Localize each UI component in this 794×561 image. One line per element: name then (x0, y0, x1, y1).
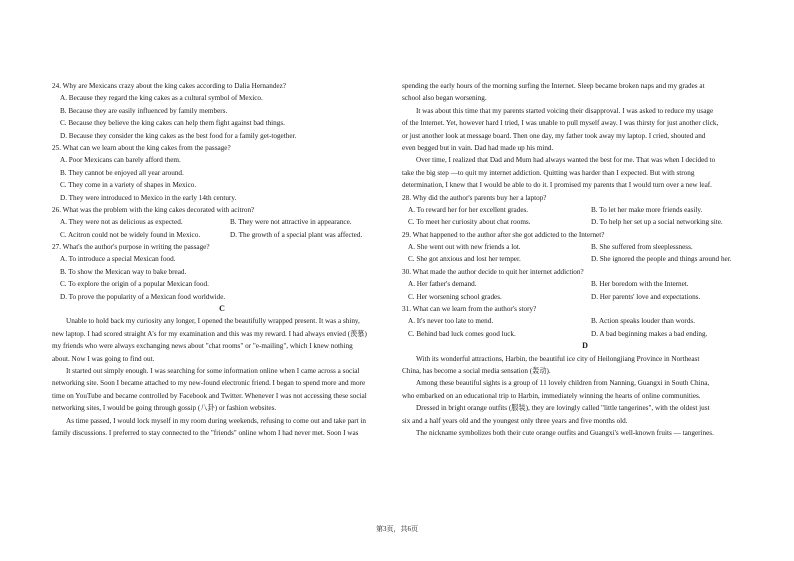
question-27-option-b: B. To show the Mexican way to bake bread. (60, 267, 187, 276)
question-24-option-a: A. Because they regard the king cakes as a cultural symbol of Mexico. (60, 94, 263, 103)
question-25-stem: 25. What can we learn about the king cakes from the passage? (52, 143, 231, 152)
passage-d-line: six and a half years old and the youngest only three years and five months old. (402, 416, 628, 425)
passage-c-line: new laptop. I had scored straight A's for my examination and this was my reward. I had always envied (羡慕) (52, 329, 367, 338)
question-29-option-c: C. She got anxious and lost her temper. (408, 255, 521, 264)
question-28-option-b: B. To let her make more friends easily. (591, 205, 703, 214)
question-30-options-row-2 (402, 291, 768, 303)
passage-c-line: networking sites, I would be going through gossip (八卦) or fashion websites. (52, 404, 277, 413)
question-29-option-b: B. She suffered from sleeplessness. (591, 243, 693, 252)
question-25-option-c: C. They come in a variety of shapes in Mexico. (60, 181, 197, 190)
question-26-options-row-1 (52, 216, 392, 228)
question-28-stem: 28. Why did the author's parents buy her a laptop? (402, 193, 547, 202)
question-31-options-row-1 (402, 315, 768, 327)
question-27-option-d: D. To prove the popularity of a Mexican food worldwide. (60, 292, 226, 301)
question-30-stem: 30. What made the author decide to quit her internet addiction? (402, 267, 584, 276)
question-25-option-a: A. Poor Mexicans can barely afford them. (60, 156, 181, 165)
question-24-stem: 24. Why are Mexicans crazy about the king cakes according to Dalia Hernandez? (52, 82, 286, 90)
passage-c-line: Unable to hold back my curiosity any longer, I opened the beautifully wrapped present. It was a shiny, (66, 317, 360, 326)
question-28-option-a: A. To reward her for her excellent grades. (408, 205, 529, 214)
passage-c-line: spending the early hours of the morning surfing the Internet. Sleep became broken naps and my grades at (402, 82, 705, 90)
question-30-option-b: B. Her boredom with the Internet. (591, 280, 689, 289)
passage-c-line: even begged but in vain. Dad had made up his mind. (402, 143, 554, 152)
passage-c-line: family discussions. I preferred to stay connected to the "friends" online whom I had never met. Soon I was (52, 428, 359, 437)
passage-d-line: Dressed in bright orange outfits (服装), they are lovingly called "little tangerines", with the oldest just (416, 404, 710, 413)
passage-c-line: It started out simply enough. I was searching for some information online when I came across a social (66, 366, 360, 375)
left-column (52, 80, 392, 439)
question-30-option-a: A. Her father's demand. (408, 280, 477, 289)
question-31-option-d: D. A bad beginning makes a bad ending. (591, 329, 708, 338)
question-25-option-b: B. They cannot be enjoyed all year around. (60, 168, 184, 177)
question-27-stem: 27. What's the author's purpose in writing the passage? (52, 243, 210, 252)
question-27-option-a: A. To introduce a special Mexican food. (60, 255, 176, 264)
passage-c-line: about. Now I was going to find out. (52, 354, 155, 363)
question-29-option-a: A. She went out with new friends a lot. (408, 243, 521, 252)
question-30-options-row-1 (402, 278, 768, 290)
passage-c-line: school also began worsening. (402, 94, 487, 103)
question-30-option-d: D. Her parents' love and expectations. (591, 292, 701, 301)
section-d-heading: D (582, 341, 588, 351)
passage-c-line: time on YouTube and became controlled by Facebook and Twitter. Whenever I was not accessing these social (52, 391, 367, 400)
question-31-option-c: C. Behind bad luck comes good luck. (408, 329, 516, 338)
question-26-option-a: A. They were not as delicious as expected. (60, 218, 183, 227)
passage-c-line: networking site. Soon I became attached to my new-found electronic friend. I began to spend more and more (52, 379, 366, 388)
question-31-option-a: A. It's never too late to mend. (408, 317, 494, 326)
question-26-stem: 26. What was the problem with the king cakes decorated with acitron? (52, 205, 255, 214)
question-28-option-d: D. To help her set up a social networking site. (591, 218, 723, 227)
passage-c-line: or just another look at message board. Then one day, my father took away my laptop. I cried, shouted and (402, 131, 706, 140)
question-28-option-c: C. To meet her curiosity about chat rooms. (408, 218, 531, 227)
question-26-option-d: D. The growth of a special plant was affected. (230, 230, 363, 239)
question-31-stem: 31. What can we learn from the author's story? (402, 305, 537, 314)
passage-c-line: my friends who were always exchanging news about "chat rooms" or "e-mailing", which I knew nothing (52, 342, 353, 351)
passage-c-line: of the Internet. Yet, however hard I tried, I was unable to pull myself away. I was thirsty for just another click, (402, 119, 719, 128)
question-24-option-d: D. Because they consider the king cakes as the best food for a family get-together. (60, 131, 297, 140)
question-25-option-d: D. They were introduced to Mexico in the early 14th century. (60, 193, 237, 202)
passage-c-line: As time passed, I would lock myself in my room during weekends, refusing to come out and take part in (66, 416, 367, 425)
passage-d-line: With its wonderful attractions, Harbin, the beautiful ice city of Heilongjiang Province in Northeast (416, 354, 700, 363)
question-29-options-row-1 (402, 241, 768, 253)
question-29-option-d: D. She ignored the people and things around her. (591, 255, 732, 264)
passage-c-line: determination, I knew that I would be able to do it. I promised my parents that I would turn over a new leaf. (402, 181, 712, 190)
right-column (402, 80, 768, 439)
section-c-heading: C (219, 304, 225, 314)
question-28-options-row-1 (402, 204, 768, 216)
passage-d-line: The nickname symbolizes both their cute orange outfits and Guangxi's well-known fruits — tangerines. (416, 428, 714, 437)
question-30-option-c: C. Her worsening school grades. (408, 292, 502, 301)
question-26-options-row-2 (52, 229, 392, 241)
question-24-option-b: B. Because they are easily influenced by family members. (60, 106, 228, 115)
question-29-stem: 29. What happened to the author after she got addicted to the Internet? (402, 230, 605, 239)
passage-c-line: Over time, I realized that Dad and Mum had always wanted the best for me. That was when I decided to (416, 156, 716, 165)
question-27-option-c: C. To explore the origin of a popular Mexican food. (60, 280, 209, 289)
question-28-options-row-2 (402, 216, 768, 228)
question-29-options-row-2 (402, 253, 768, 265)
page-number: 第3页，共6页 (376, 525, 418, 533)
question-24-option-c: C. Because they believe the king cakes can help them fight against bad things. (60, 119, 285, 128)
passage-d-line: who embarked on an educational trip to Harbin, immediately winning the hearts of online communities. (402, 391, 701, 400)
question-31-option-b: B. Action speaks louder than words. (591, 317, 696, 326)
passage-c-line: It was about this time that my parents started voicing their disapproval. I was asked to reduce my usage (416, 106, 714, 115)
question-26-option-c: C. Acitron could not be widely found in Mexico. (60, 230, 201, 239)
passage-d-line: China, has become a social media sensation (轰动). (402, 366, 551, 375)
passage-d-line: Among these beautiful sights is a group of 11 lovely children from Nanning, Guangxi in South China, (416, 379, 710, 388)
question-26-option-b: B. They were not attractive in appearance. (230, 218, 352, 227)
question-31-options-row-2 (402, 328, 768, 340)
passage-c-line: take the big step —to quit my internet addiction. Quitting was harder than I expected. But with strong (402, 168, 695, 177)
